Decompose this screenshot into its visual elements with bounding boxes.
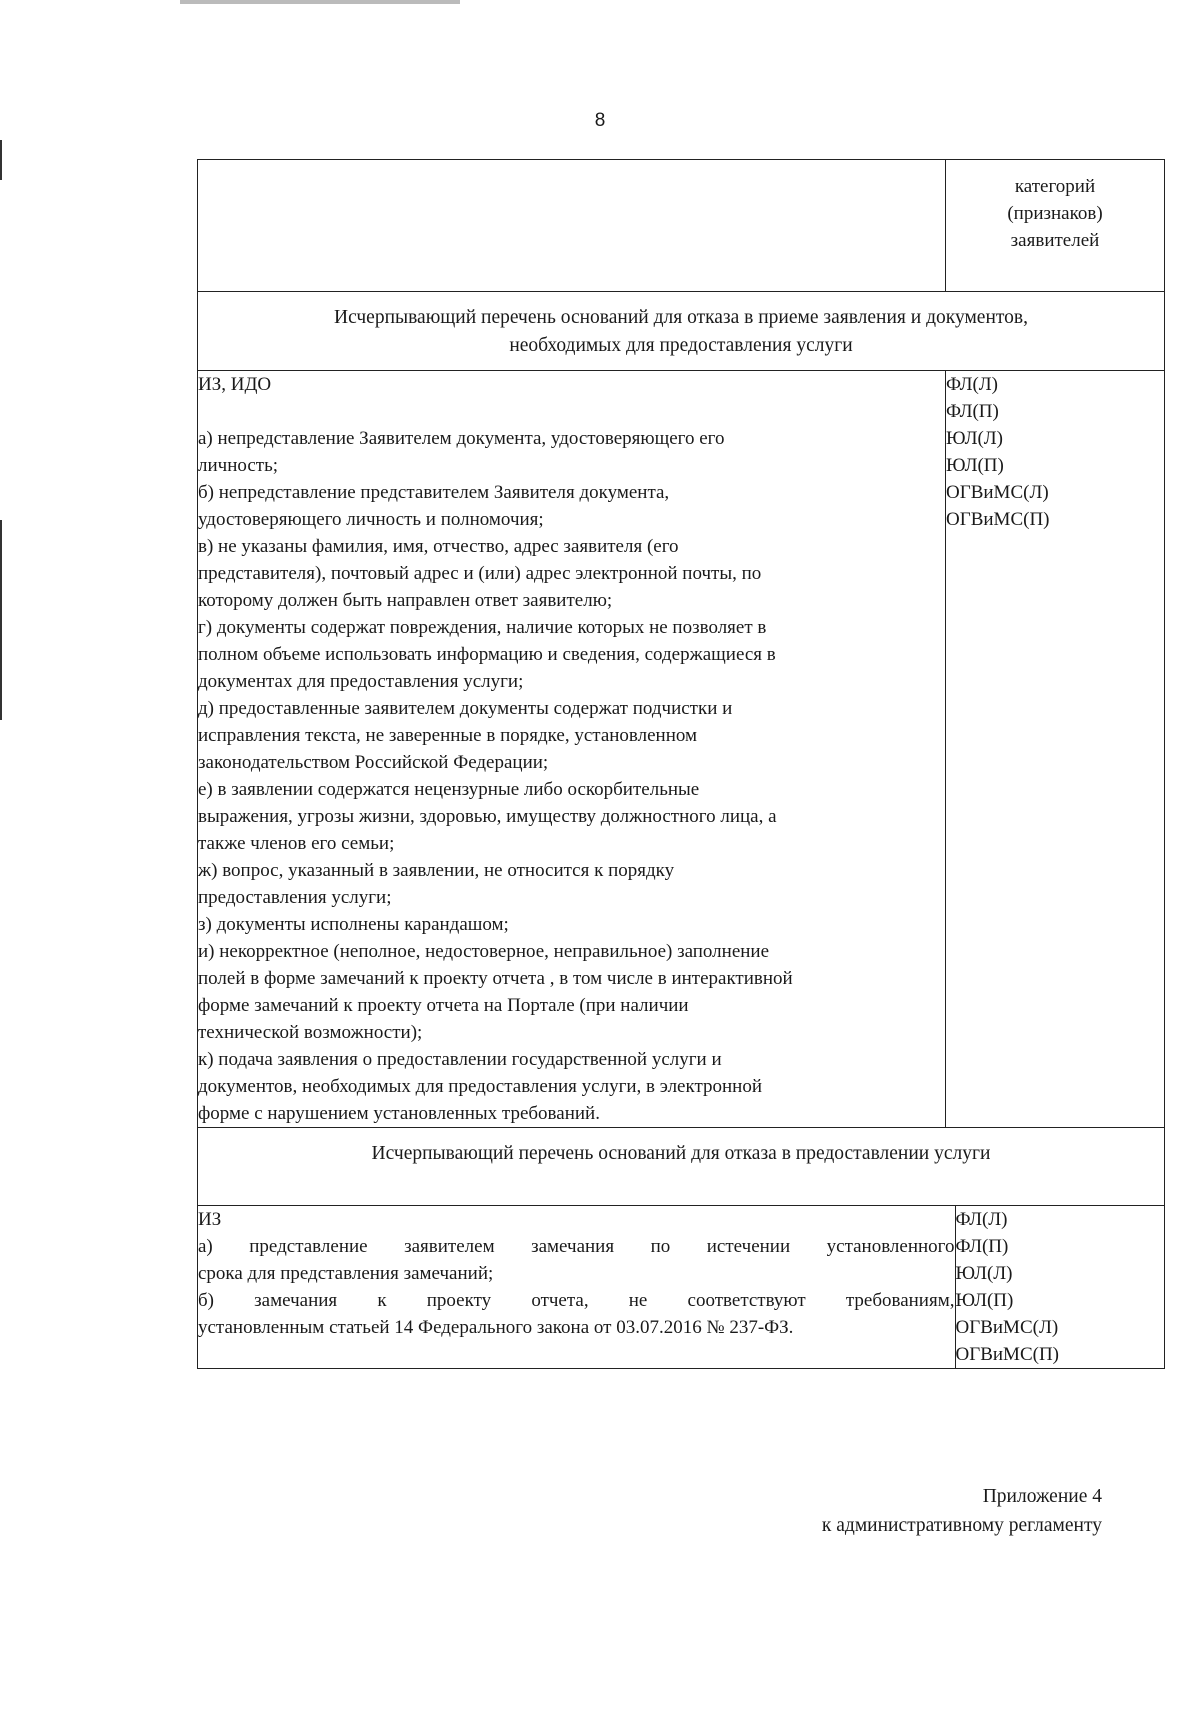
section2-body xyxy=(198,1206,1165,1369)
list-item: которому должен быть направлен ответ заявителю; xyxy=(198,590,613,611)
list-item: документах для предоставления услуги; xyxy=(198,671,524,692)
list-item: выражения, угрозы жизни, здоровью, имуществу должностного лица, а xyxy=(198,806,777,827)
scan-edge-mark xyxy=(0,520,2,720)
list-item: форме замечаний к проекту отчета на Портале (при наличии xyxy=(198,995,689,1016)
table-header-row xyxy=(198,160,1165,292)
list-item: полей в форме замечаний к проекту отчета , в том числе в интерактивной xyxy=(198,968,793,989)
section1-title-line: необходимых для предоставления услуги xyxy=(509,335,853,356)
section1-title-line: Исчерпывающий перечень оснований для отказа в приеме заявления и документов, xyxy=(334,307,1028,328)
list-item: представителя), почтовый адрес и (или) адрес электронной почты, по xyxy=(198,563,762,584)
header-line: (признаков) xyxy=(1007,203,1103,224)
appendix-subtitle: к административному регламенту xyxy=(821,1515,1102,1536)
section2-label: ИЗ xyxy=(198,1209,222,1230)
appendix-note xyxy=(822,1482,1102,1540)
scan-top-smudge xyxy=(180,0,460,4)
section1-title xyxy=(198,292,1165,371)
applicant-category: ЮЛ(Л) xyxy=(955,1263,1013,1284)
list-item: а) непредставление Заявителем документа, удостоверяющего его xyxy=(198,428,725,449)
spacer xyxy=(198,398,945,425)
list-item: ж) вопрос, указанный в заявлении, не относится к порядку xyxy=(198,860,675,881)
section2-title-row xyxy=(198,1128,1165,1206)
section2-inner-table xyxy=(198,1206,1165,1368)
section2-grounds-cell xyxy=(198,1206,955,1368)
applicant-category: ОГВиМС(Л) xyxy=(946,482,1049,503)
list-item: а) представление заявителем замечания по истечении установленного xyxy=(198,1236,955,1257)
applicant-category: ФЛ(Л) xyxy=(955,1209,1008,1230)
list-item: и) некорректное (неполное, недостоверное, неправильное) заполнение xyxy=(198,941,770,962)
list-item: законодательством Российской Федерации; xyxy=(198,752,549,773)
applicant-category: ОГВиМС(Л) xyxy=(955,1317,1059,1338)
list-item: б) замечания к проекту отчета, не соответствуют требованиям, xyxy=(198,1290,955,1311)
list-item: г) документы содержат повреждения, наличие которых не позволяет в xyxy=(198,617,767,638)
list-item: исправления текста, не заверенные в порядке, установленном xyxy=(198,725,698,746)
section1-categories-list xyxy=(946,371,1164,533)
applicant-category: ФЛ(П) xyxy=(955,1236,1009,1257)
grounds-table xyxy=(197,159,1165,1369)
section2-title xyxy=(198,1128,1165,1206)
list-item: д) предоставленные заявителем документы содержат подчистки и xyxy=(198,698,733,719)
list-item: з) документы исполнены карандашом; xyxy=(198,914,509,935)
section1-title-row xyxy=(198,292,1165,371)
list-item: документов, необходимых для предоставления услуги, в электронной xyxy=(198,1076,763,1097)
section1-body-row xyxy=(198,371,1165,1128)
list-item: б) непредставление представителем Заявителя документа, xyxy=(198,482,670,503)
applicant-category: ЮЛ(Л) xyxy=(946,428,1004,449)
list-item: срока для представления замечаний; xyxy=(198,1263,494,1284)
section2-title-line: Исчерпывающий перечень оснований для отказа в предоставлении услуги xyxy=(371,1143,991,1164)
page-number: 8 xyxy=(594,110,606,131)
list-item: установленным статьей 14 Федерального закона от 03.07.2016 № 237-ФЗ. xyxy=(198,1317,794,1338)
applicant-category: ЮЛ(П) xyxy=(946,455,1004,476)
list-item: форме с нарушением установленных требований. xyxy=(198,1103,600,1124)
appendix-title: Приложение 4 xyxy=(982,1486,1102,1507)
applicant-category: ФЛ(П) xyxy=(946,401,999,422)
section2-categories-cell xyxy=(955,1206,1165,1368)
list-item: полном объеме использовать информацию и сведения, содержащиеся в xyxy=(198,644,776,665)
header-categories-cell xyxy=(946,160,1165,292)
list-item: личность; xyxy=(198,455,279,476)
list-item: предоставления услуги; xyxy=(198,887,392,908)
scan-edge-mark xyxy=(0,140,2,180)
list-item: в) не указаны фамилия, имя, отчество, адрес заявителя (его xyxy=(198,536,679,557)
list-item: е) в заявлении содержатся нецензурные либо оскорбительные xyxy=(198,779,700,800)
section1-grounds-list xyxy=(198,425,945,1127)
list-item: также членов его семьи; xyxy=(198,833,395,854)
header-empty-cell xyxy=(198,160,946,292)
section2-categories-list xyxy=(956,1206,1166,1368)
section1-categories-cell xyxy=(946,371,1165,1128)
applicant-category: ОГВиМС(П) xyxy=(946,509,1050,530)
list-item: к) подача заявления о предоставлении государственной услуги и xyxy=(198,1049,722,1070)
applicant-category: ОГВиМС(П) xyxy=(955,1344,1059,1365)
list-item: технической возможности); xyxy=(198,1022,423,1043)
section2-body-row xyxy=(198,1206,1165,1369)
section1-label: ИЗ, ИДО xyxy=(198,374,272,395)
header-line: категорий xyxy=(1014,176,1096,197)
header-line: заявителей xyxy=(1010,230,1100,251)
applicant-category: ЮЛ(П) xyxy=(955,1290,1014,1311)
section1-grounds-cell xyxy=(198,371,946,1128)
list-item: удостоверяющего личность и полномочия; xyxy=(198,509,544,530)
applicant-category: ФЛ(Л) xyxy=(946,374,999,395)
